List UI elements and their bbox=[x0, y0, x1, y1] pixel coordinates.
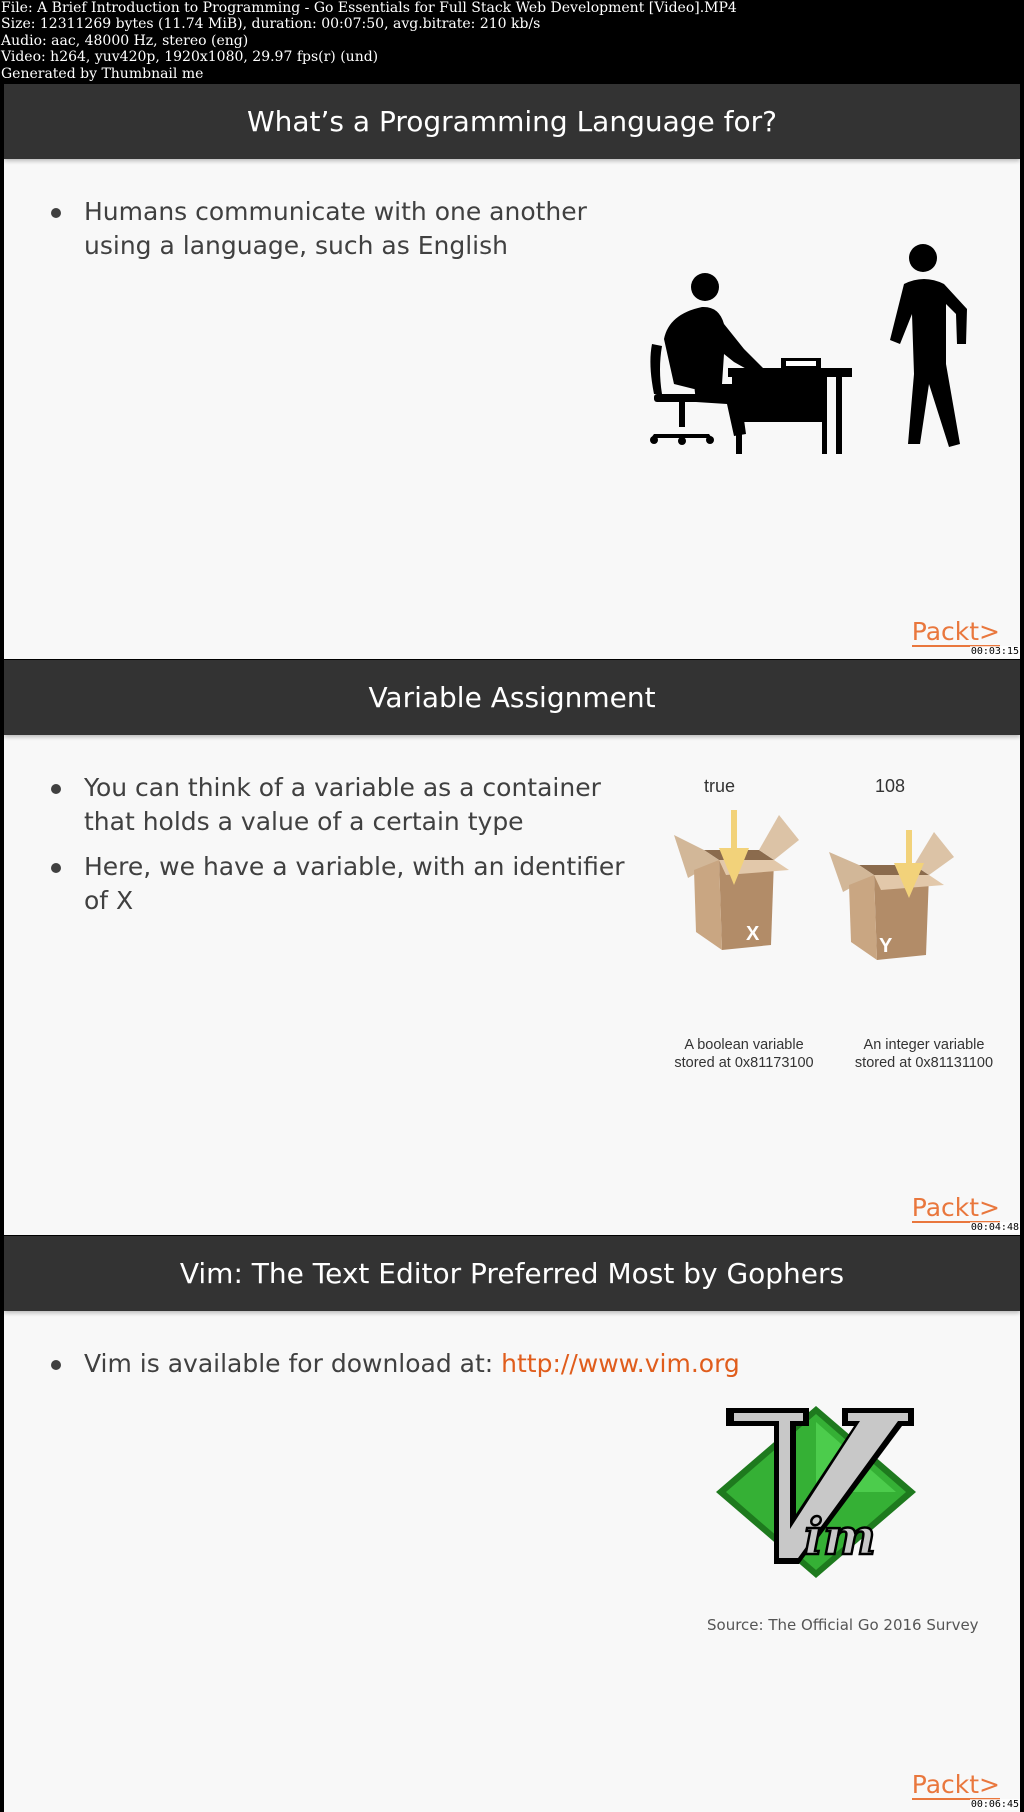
box-x-value-label: true bbox=[704, 776, 736, 796]
meta-generator-line: Generated by Thumbnail me bbox=[1, 65, 204, 82]
meta-file-line: File: A Brief Introduction to Programming - Go Essentials for Full Stack Web Development [Video].MP4 bbox=[1, 0, 737, 16]
packt-logo: Packt> bbox=[911, 1193, 1000, 1222]
slide-2-bullet-2: Here, we have a variable, with an identifier of X bbox=[44, 850, 644, 918]
meta-size-line: Size: 12311269 bytes (11.74 MiB), duration: 00:07:50, avg.bitrate: 210 kb/s bbox=[1, 16, 541, 33]
box-y-letter: Y bbox=[879, 935, 893, 957]
image-source-caption: Source: The Official Go 2016 Survey bbox=[707, 1616, 979, 1634]
slide-3-thumbnail bbox=[4, 1236, 1020, 1812]
video-metadata bbox=[0, 0, 1024, 83]
packt-logo: Packt> bbox=[911, 617, 1000, 646]
vim-download-link[interactable]: http://www.vim.org bbox=[501, 1349, 740, 1378]
slide-3-title: Vim: The Text Editor Preferred Most by Gophers bbox=[4, 1236, 1020, 1311]
slide-2-title: Variable Assignment bbox=[4, 660, 1020, 735]
slide-1-bullet-list bbox=[44, 195, 644, 274]
meta-audio-line: Audio: aac, 48000 Hz, stereo (eng) bbox=[1, 32, 249, 49]
slide-1-timestamp: 00:03:15 bbox=[970, 646, 1019, 657]
bullet-dot-icon bbox=[51, 208, 61, 218]
bullet-dot-icon bbox=[51, 1360, 61, 1370]
packt-logo: Packt> bbox=[911, 1770, 1000, 1799]
slide-1-bullet-1: Humans communicate with one another using a language, such as English bbox=[44, 195, 644, 263]
box-x-caption: A boolean variable stored at 0x81173100 bbox=[674, 1037, 814, 1071]
slide-2-thumbnail bbox=[4, 660, 1020, 1235]
slide-2-bullet-1: You can think of a variable as a container that holds a value of a certain type bbox=[44, 771, 644, 839]
slide-3-bullet-1: Vim is available for download at: http://www.vim.org bbox=[44, 1347, 804, 1381]
meta-video-line: Video: h264, yuv420p, 1920x1080, 29.97 fps(r) (und) bbox=[1, 49, 379, 66]
people-communicating-illustration bbox=[624, 244, 994, 564]
slide-1-thumbnail bbox=[4, 84, 1020, 659]
slide-3-timestamp: 00:06:45 bbox=[970, 1799, 1019, 1810]
box-y-illustration bbox=[829, 830, 969, 970]
box-y-value-label: 108 bbox=[875, 776, 906, 796]
box-y-caption: An integer variable stored at 0x81131100 bbox=[854, 1037, 994, 1071]
slide-1-title: What’s a Programming Language for? bbox=[4, 84, 1020, 159]
svg-text:im: im bbox=[804, 1507, 876, 1566]
slide-2-bullet-list bbox=[44, 771, 644, 929]
box-x-illustration bbox=[674, 810, 814, 960]
slide-3-bullet-list bbox=[44, 1347, 804, 1392]
bullet-dot-icon bbox=[51, 784, 61, 794]
slide-2-timestamp: 00:04:48 bbox=[970, 1222, 1019, 1233]
box-x-letter: X bbox=[746, 923, 760, 945]
bullet-dot-icon bbox=[51, 863, 61, 873]
vim-logo-icon bbox=[714, 1404, 919, 1579]
